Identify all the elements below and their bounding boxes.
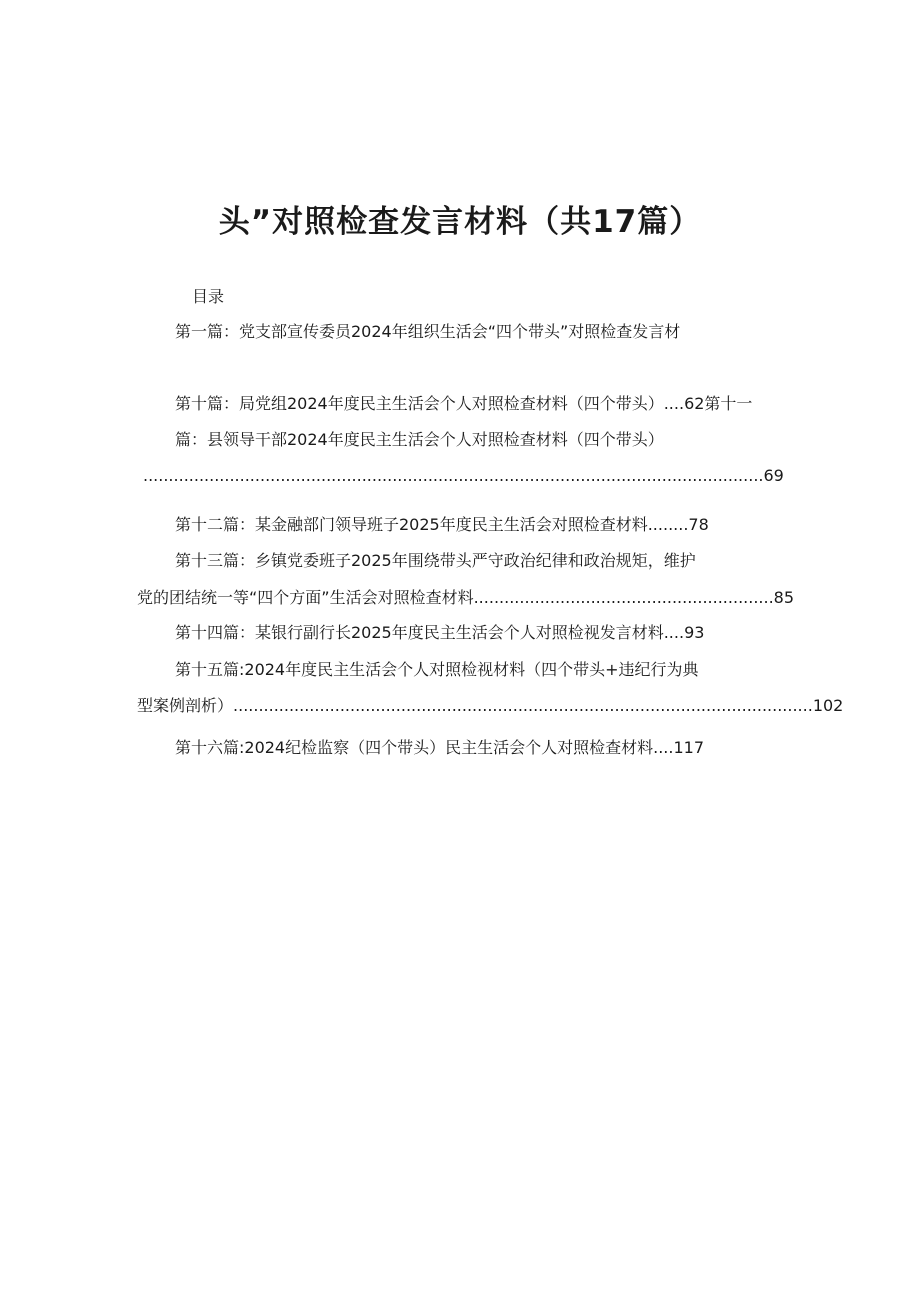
toc-entry-15: 第十五篇:2024年度民主生活会个人对照检视材料（四个带头+违纪行为典: [175, 660, 699, 679]
toc-entry-12: 第十二篇：某金融部门领导班子2025年度民主生活会对照检查材料........78: [175, 515, 709, 534]
toc-entry-10: 第十篇：局党组2024年度民主生活会个人对照检查材料（四个带头）....62第十一: [175, 394, 753, 413]
toc-entry-13-cont: 党的团结统一等“四个方面”生活会对照检查材料 ........................................................... 85: [137, 588, 795, 607]
document-title: 头”对照检查发言材料（共17篇）: [218, 204, 702, 240]
toc-entry-15-cont: 型案例剖析） .................................................................................................................. 102: [137, 696, 844, 715]
toc-entry-1: 第一篇：党支部宣传委员2024年组织生活会“四个带头”对照检查发言材: [175, 322, 681, 341]
toc-entry-16: 第十六篇:2024纪检监察（四个带头）民主生活会个人对照检查材料....117: [175, 738, 704, 757]
toc-entry-13: 第十三篇：乡镇党委班子2025年围绕带头严守政治纪律和政治规矩，维护: [175, 551, 696, 570]
toc-entry-11: 篇：县领导干部2024年度民主生活会个人对照检查材料（四个带头）: [175, 430, 664, 449]
toc-heading: 目录: [192, 287, 225, 306]
toc-entry-14: 第十四篇：某银行副行长2025年度民主生活会个人对照检视发言材料....93: [175, 623, 705, 642]
toc-entry-11-leader: .......................................................................................................................... 69: [143, 466, 784, 485]
